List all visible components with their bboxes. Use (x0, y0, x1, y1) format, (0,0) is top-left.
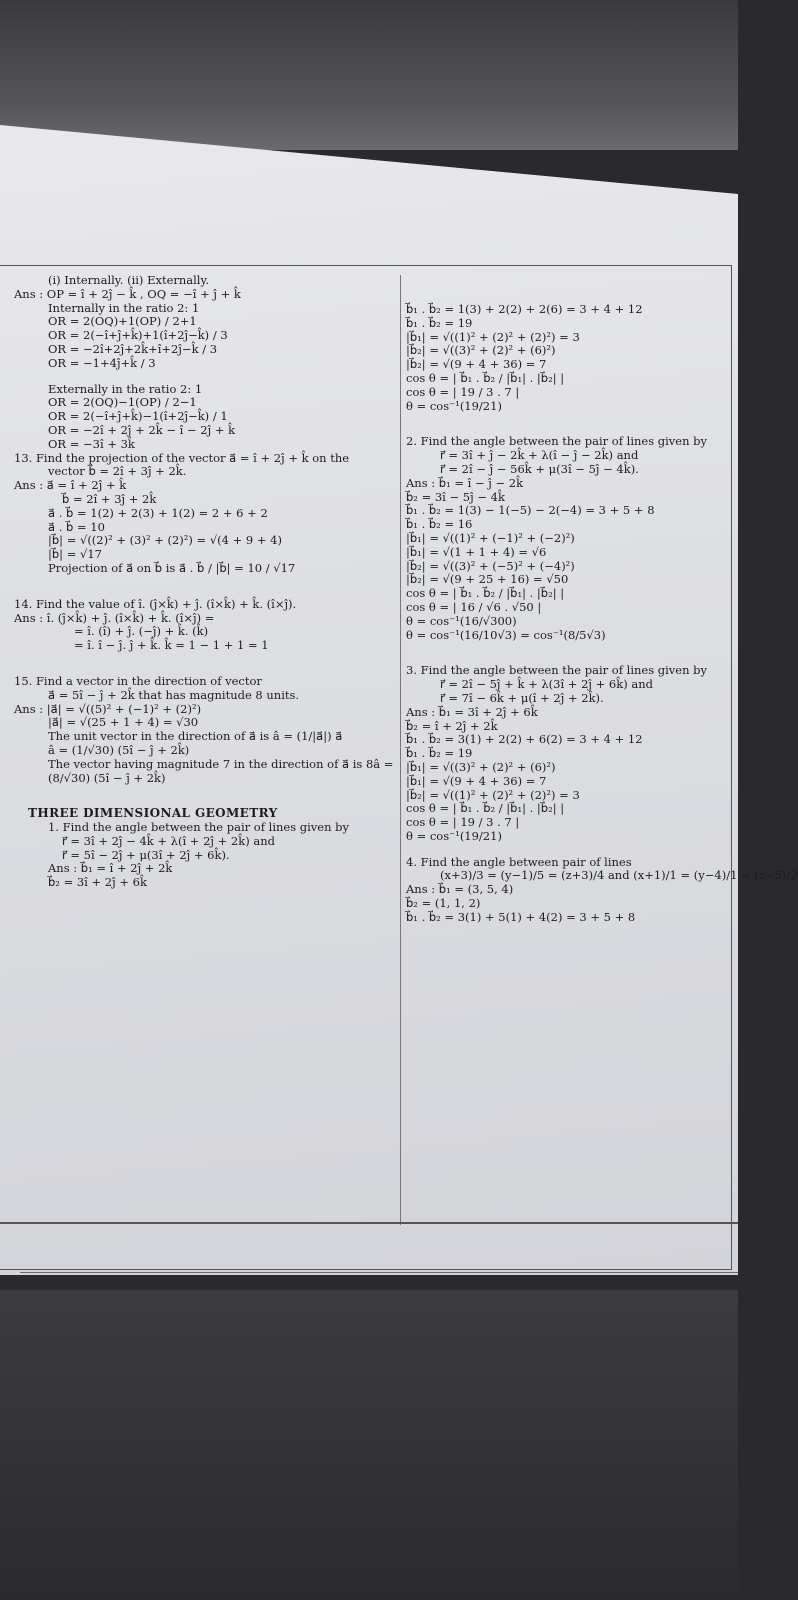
equation-line: b⃗₂ = (1, 1, 2) (406, 896, 481, 911)
equation-line: b⃗₂ = 3î − 5ĵ − 4k̂ (406, 489, 505, 504)
equation-line: |b⃗₁| = √((3)² + (2)² + (6)²) (406, 759, 556, 774)
equation-line: b⃗₁ . b⃗₂ = 19 (406, 315, 473, 330)
background-bottom (0, 1290, 738, 1600)
equation-line: b⃗₁ . b⃗₂ = 16 (406, 517, 473, 532)
equation-line: r⃗ = 7î − 6k̂ + μ(î + 2ĵ + 2k̂). (440, 690, 604, 705)
answer-line: Ans : b⃗₁ = î − ĵ − 2k̂ (406, 475, 524, 490)
equation-line: cos θ = | 16 / √6 . √50 | (406, 599, 542, 614)
section-title: THREE DIMENSIONAL GEOMETRY (28, 806, 278, 821)
answer-line: Ans : b⃗₁ = 3î + 2ĵ + 6k̂ (406, 704, 538, 719)
equation-line: |b⃗₁| = √(1 + 1 + 4) = √6 (406, 544, 547, 559)
spacer (406, 413, 732, 435)
equation-line: b⃗ = 2î + 3ĵ + 2k̂ (62, 491, 157, 506)
equation-line: |b⃗₁| = √(9 + 4 + 36) = 7 (406, 773, 547, 788)
text-line: a⃗ = 5î − ĵ + 2k̂ that has magnitude 8 units. (48, 687, 300, 702)
equation-line: θ = cos⁻¹(16/10√3) = cos⁻¹(8/5√3) (406, 627, 606, 642)
equation-line: |b⃗₂| = √(9 + 25 + 16) = √50 (406, 572, 569, 587)
equation-line: r⃗ = 3î + 2ĵ − 4k̂ + λ(î + 2ĵ + 2k̂) and (62, 833, 275, 848)
equation-line: = î. (î) + ĵ. (−ĵ) + k̂. (k̂) (74, 624, 209, 639)
equation-line: cos θ = | b⃗₁ . b⃗₂ / |b⃗₁| . |b⃗₂| | (406, 370, 565, 385)
equation-line: cos θ = | 19 / 3 . 7 | (406, 384, 520, 399)
equation-line: b⃗₁ . b⃗₂ = 1(3) − 1(−5) − 2(−4) = 3 + 5 + 8 (406, 503, 655, 518)
question-14: 14. Find the value of î. (ĵ×k̂) + ĵ. (î×k̂) + k̂. (î×ĵ). (14, 596, 297, 611)
question-15: 15. Find a vector in the direction of vector (14, 673, 262, 688)
text-line: The unit vector in the direction of a⃗ is â = (1/|a⃗|) a⃗ (48, 729, 343, 744)
equation-line: OR = 2(OQ)+1(OP) / 2+1 (48, 314, 197, 329)
equation-line: Projection of a⃗ on b⃗ is a⃗ . b⃗ / |b⃗| = 10 / √17 (48, 560, 296, 575)
text-line: vector b⃗ = 2î + 3ĵ + 2k̂. (48, 464, 187, 479)
spacer (14, 785, 394, 807)
question-13: 13. Find the projection of the vector a⃗ = î + 2ĵ + k̂ on the (14, 450, 350, 465)
text-line: Ans : OP = î + 2ĵ − k̂ , OQ = −î + ĵ + k̂ (14, 286, 241, 301)
equation-line: OR = −2î+2ĵ+2k̂+î+2ĵ−k̂ / 3 (48, 341, 218, 356)
equation-line: |b⃗| = √17 (48, 547, 102, 562)
equation-line: OR = −1+4ĵ+k̂ / 3 (48, 355, 156, 370)
question-3: 3. Find the angle between the pair of lines given by (406, 663, 708, 678)
equation-line: θ = cos⁻¹(16/√300) (406, 613, 517, 628)
right-column (406, 302, 798, 925)
text-line: The vector having magnitude 7 in the direction of a⃗ is 8â = (48, 756, 394, 771)
text-line: Externally in the ratio 2: 1 (48, 381, 203, 396)
bottom-rule (0, 1222, 738, 1224)
equation-line: b⃗₁ . b⃗₂ = 3(1) + 5(1) + 4(2) = 3 + 5 + 8 (406, 909, 636, 924)
question-2: 2. Find the angle between the pair of lines given by (406, 434, 708, 449)
equation-line: OR = 2(−î+ĵ+k̂)−1(î+2ĵ−k̂) / 1 (48, 409, 228, 424)
equation-line: r⃗ = 2î − ĵ − 56k̂ + μ(3î − 5ĵ − 4k̂). (440, 461, 639, 476)
question-1: 1. Find the angle between the pair of lines given by (48, 820, 350, 835)
equation-line: OR = −2î + 2ĵ + 2k̂ − î − 2ĵ + k̂ (48, 422, 236, 437)
bottom-rule-2 (20, 1272, 738, 1273)
answer-line: Ans : |a⃗| = √((5)² + (−1)² + (2)²) (14, 701, 202, 716)
equation-line: b⃗₂ = î + 2ĵ + 2k̂ (406, 718, 498, 733)
equation-line: OR = 2(OQ)−1(OP) / 2−1 (48, 395, 197, 410)
spacer (406, 642, 732, 664)
equation-line: â = (1/√30) (5î − ĵ + 2k̂) (48, 742, 190, 757)
answer-line: Ans : b⃗₁ = î + 2ĵ + 2k̂ (48, 861, 173, 876)
equation-line: b⃗₂ = 3î + 2ĵ + 6k̂ (48, 875, 147, 890)
text-line: (i) Internally. (ii) Externally. (48, 273, 210, 287)
equation-line: cos θ = | 19 / 3 . 7 | (406, 815, 520, 830)
spacer (14, 371, 394, 383)
equation-line: |b⃗₂| = √((3)² + (2)² + (6)²) (406, 343, 556, 358)
equation-line: |b⃗₂| = √((1)² + (2)² + (2)²) = 3 (406, 787, 580, 802)
equation-line: r⃗ = 2î − 5ĵ + k̂ + λ(3î + 2ĵ + 6k̂) and (440, 677, 653, 692)
spacer (406, 844, 732, 856)
background-top (0, 0, 738, 150)
equation-line: = î. î − ĵ. ĵ + k̂. k̂ = 1 − 1 + 1 = 1 (74, 638, 269, 653)
equation-line: cos θ = | b⃗₁ . b⃗₂ / |b⃗₁| . |b⃗₂| | (406, 586, 565, 601)
equation-line: |b⃗₂| = √((3)² + (−5)² + (−4)²) (406, 558, 575, 573)
equation-line: |b⃗₁| = √((1)² + (−1)² + (−2)²) (406, 530, 575, 545)
equation-line: b⃗₁ . b⃗₂ = 19 (406, 746, 473, 761)
equation-line: (x+3)/3 = (y−1)/5 = (z+3)/4 and (x+1)/1 = (y−4)/1 = (z−5)/2 (440, 868, 798, 883)
equation-line: |b⃗₂| = √(9 + 4 + 36) = 7 (406, 357, 547, 372)
equation-line: |b⃗| = √((2)² + (3)² + (2)²) = √(4 + 9 + 4) (48, 533, 282, 548)
equation-line: cos θ = | b⃗₁ . b⃗₂ / |b⃗₁| . |b⃗₂| | (406, 801, 565, 816)
column-divider (400, 275, 401, 1225)
answer-line: Ans : b⃗₁ = (3, 5, 4) (406, 882, 514, 897)
equation-line: a⃗ . b⃗ = 10 (48, 519, 105, 534)
answer-line: Ans : î. (ĵ×k̂) + ĵ. (î×k̂) + k̂. (î×ĵ) = (14, 610, 215, 625)
equation-line: b⃗₁ . b⃗₂ = 3(1) + 2(2) + 6(2) = 3 + 4 + 12 (406, 732, 643, 747)
text-line: Internally in the ratio 2: 1 (48, 300, 200, 315)
equation-line: b⃗₁ . b⃗₂ = 1(3) + 2(2) + 2(6) = 3 + 4 + 12 (406, 302, 643, 316)
answer-line: Ans : a⃗ = î + 2ĵ + k̂ (14, 478, 127, 493)
equation-line: θ = cos⁻¹(19/21) (406, 398, 502, 413)
equation-line: r⃗ = 5î − 2ĵ + μ(3î + 2ĵ + 6k̂). (62, 847, 230, 862)
equation-line: |b⃗₁| = √((1)² + (2)² + (2)²) = 3 (406, 329, 580, 344)
equation-line: OR = −3î + 3k̂ (48, 436, 135, 451)
equation-line: r⃗ = 3î + ĵ − 2k̂ + λ(î − ĵ − 2k̂) and (440, 448, 639, 463)
spacer (14, 653, 394, 675)
equation-line: |a⃗| = √(25 + 1 + 4) = √30 (48, 715, 199, 730)
equation-line: OR = 2(−î+ĵ+k̂)+1(î+2ĵ−k̂) / 3 (48, 328, 228, 343)
equation-line: θ = cos⁻¹(19/21) (406, 828, 502, 843)
equation-line: a⃗ . b⃗ = 1(2) + 2(3) + 1(2) = 2 + 6 + 2 (48, 505, 268, 520)
question-4: 4. Find the angle between pair of lines (406, 854, 632, 869)
left-column (14, 274, 394, 890)
spacer (14, 576, 394, 598)
equation-line: (8/√30) (5î − ĵ + 2k̂) (48, 770, 166, 785)
